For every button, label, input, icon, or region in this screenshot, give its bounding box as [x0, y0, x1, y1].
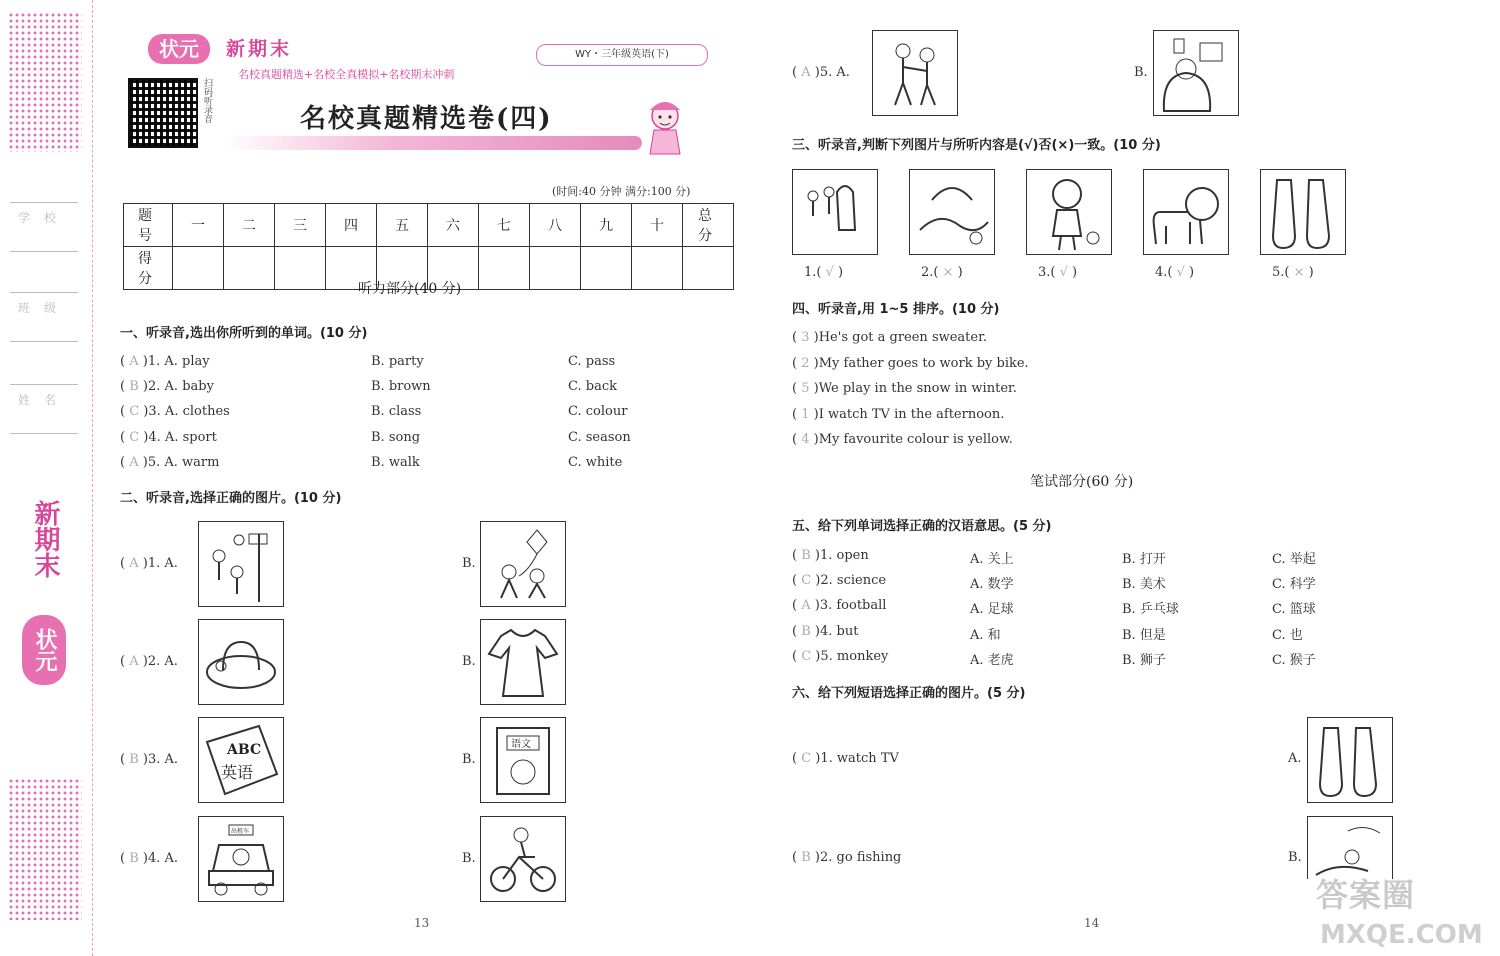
qr-code-icon[interactable] — [128, 78, 198, 148]
s2-row: ( B )3. A. — [120, 752, 179, 767]
class-field[interactable] — [10, 292, 78, 342]
s5-row: ( B )4. but — [792, 624, 859, 639]
phrase: 1. watch TV — [820, 751, 899, 766]
item-number: 1. — [804, 265, 817, 280]
answer: 3 — [801, 330, 810, 345]
answer: 4 — [801, 432, 810, 447]
mark: √ — [1059, 265, 1068, 280]
score-header: 一 — [173, 204, 224, 247]
mark: √ — [1176, 265, 1185, 280]
s6-shoes-picture[interactable] — [1307, 717, 1393, 803]
option-c: C. 猴子 — [1272, 653, 1316, 668]
s1-row: ( A )1. A. play — [120, 354, 210, 369]
name-field[interactable] — [10, 384, 78, 434]
option-c: C. colour — [568, 404, 628, 419]
option-b-label: B. — [462, 654, 476, 669]
score-cell[interactable] — [632, 247, 683, 290]
option-a: 3. A. clothes — [148, 404, 230, 419]
option-b-label: B. — [462, 556, 476, 571]
score-header: 九 — [581, 204, 632, 247]
s4-row: ( 5 )We play in the snow in winter. — [792, 381, 1017, 396]
score-table — [123, 203, 734, 290]
option-b-label: B. — [462, 752, 476, 767]
answer: 2 — [801, 356, 810, 371]
s3-answer: 1.( √ ) — [804, 265, 844, 280]
section-5-title: 五、给下列单词选择正确的汉语意思。(5 分) — [792, 519, 1052, 534]
watermark-url: MXQE.COM — [1320, 920, 1483, 950]
score-header: 七 — [479, 204, 530, 247]
mark: × — [942, 265, 954, 280]
s3-answer: 4.( √ ) — [1155, 265, 1195, 280]
option-b: B. 乒乓球 — [1122, 602, 1179, 617]
class-label: 班级 — [17, 301, 70, 315]
computer-picture[interactable] — [1153, 30, 1239, 116]
sentence: I watch TV in the afternoon. — [818, 407, 1005, 422]
s3-picture-2[interactable] — [909, 169, 995, 255]
s3-picture-1[interactable] — [792, 169, 878, 255]
s2-row: ( B )4. A. — [120, 851, 179, 866]
answer: C — [129, 430, 140, 445]
option-c: C. 科学 — [1272, 577, 1316, 592]
score-cell[interactable] — [275, 247, 326, 290]
mascot-icon — [642, 96, 688, 156]
answer: B — [129, 752, 139, 767]
score-cell[interactable] — [530, 247, 581, 290]
s2-row: ( A )1. A. — [120, 556, 178, 571]
word: 3. football — [819, 598, 887, 613]
option-b: B. song — [371, 430, 421, 445]
s1-row: ( C )3. A. clothes — [120, 404, 230, 419]
s4-row: ( 1 )I watch TV in the afternoon. — [792, 407, 1005, 422]
section-1-title: 一、听录音,选出你所听到的单词。(10 分) — [120, 326, 368, 341]
bike-picture[interactable] — [480, 816, 566, 902]
score-header: 二 — [224, 204, 275, 247]
school-label: 学校 — [17, 211, 70, 225]
s6-row: ( C )1. watch TV — [792, 751, 899, 766]
exam-meta: (时间:40 分钟 满分:100 分) — [552, 185, 691, 198]
answer: B — [801, 624, 811, 639]
option-b: B. 狮子 — [1122, 653, 1166, 668]
binding-line — [92, 0, 93, 956]
option-a: 3. A. — [148, 752, 179, 767]
name-label: 姓名 — [17, 393, 70, 407]
item-number: 2. — [921, 265, 934, 280]
s6-option-label: A. — [1288, 751, 1302, 766]
option-c: C. white — [568, 455, 623, 470]
option-a: A. 老虎 — [970, 653, 1014, 668]
score-cell[interactable] — [479, 247, 530, 290]
mark: √ — [825, 265, 834, 280]
option-a: 5. A. warm — [147, 455, 220, 470]
score-header: 六 — [428, 204, 479, 247]
tagline: 名校真题精选+名校全真模拟+名校期末冲刺 — [238, 68, 455, 81]
s3-answer: 5.( × ) — [1272, 265, 1314, 280]
s5-row: ( C )2. science — [792, 573, 887, 588]
kite-picture[interactable] — [480, 521, 566, 607]
option-a: A. 数学 — [970, 577, 1014, 592]
sentence: He's got a green sweater. — [818, 330, 988, 345]
word: 4. but — [820, 624, 859, 639]
option-c: C. 举起 — [1272, 552, 1316, 567]
score-cell[interactable] — [581, 247, 632, 290]
answer: C — [801, 573, 812, 588]
shoes-picture[interactable] — [1260, 169, 1346, 255]
s1-row: ( B )2. A. baby — [120, 379, 214, 394]
option-a: A. 和 — [970, 628, 1001, 643]
section-4-title: 四、听录音,用 1~5 排序。(10 分) — [792, 302, 1000, 317]
grade-label: WY・三年级英语(下) — [536, 44, 708, 66]
s5-row: ( C )5. monkey — [792, 649, 889, 664]
watermark-logo: 答案圈 — [1316, 876, 1416, 914]
score-cell[interactable] — [683, 247, 734, 290]
option-a: 2. A. — [147, 654, 178, 669]
item-number: 5. — [1272, 265, 1285, 280]
option-b: B. 美术 — [1122, 577, 1166, 592]
taxi-sign-text: 出租车 — [231, 828, 250, 835]
school-field[interactable] — [10, 202, 78, 252]
option-a: 1. A. play — [147, 354, 210, 369]
s4-row: ( 3 )He's got a green sweater. — [792, 330, 988, 345]
side-brand: 新期末 — [30, 500, 60, 578]
lion-picture[interactable] — [1143, 169, 1229, 255]
english-book-picture[interactable] — [198, 717, 284, 803]
mark: × — [1293, 265, 1305, 280]
answer: A — [801, 598, 811, 613]
option-b: B. 打开 — [1122, 552, 1166, 567]
book-chinese-text: 语文 — [511, 739, 531, 750]
score-cell[interactable] — [224, 247, 275, 290]
word: 5. monkey — [820, 649, 889, 664]
dot-pattern-bottom — [8, 778, 82, 920]
brand-name: 新期末 — [226, 38, 293, 60]
option-b: B. 但是 — [1122, 628, 1166, 643]
dancing-picture[interactable] — [872, 30, 958, 116]
chinese-book-picture[interactable] — [480, 717, 566, 803]
option-b: B. class — [371, 404, 422, 419]
answer: A — [129, 455, 139, 470]
option-c: C. 篮球 — [1272, 602, 1316, 617]
s5-row: ( B )1. open — [792, 548, 869, 563]
s3-answer: 3.( √ ) — [1038, 265, 1078, 280]
s1-row: ( A )5. A. warm — [120, 455, 220, 470]
title-decoration — [222, 136, 642, 150]
sentence: My favourite colour is yellow. — [818, 432, 1013, 447]
qr-note: 扫码听录音 — [202, 78, 212, 123]
score-header: 八 — [530, 204, 581, 247]
taxi-picture[interactable] — [198, 816, 284, 902]
score-header: 十 — [632, 204, 683, 247]
option-c: C. season — [568, 430, 631, 445]
dress-picture[interactable] — [480, 619, 566, 705]
item-number: 3. — [1038, 265, 1051, 280]
score-header: 题 号 — [124, 204, 173, 247]
option-a: A. 足球 — [970, 602, 1014, 617]
option-a: 5. A. — [819, 65, 850, 80]
answer: A — [801, 65, 811, 80]
score-header: 四 — [326, 204, 377, 247]
answer: C — [801, 751, 812, 766]
answer: 5 — [801, 381, 810, 396]
basketball-picture[interactable] — [198, 521, 284, 607]
page-number-left: 13 — [414, 916, 430, 930]
score-header: 总 分 — [683, 204, 734, 247]
answer: C — [801, 649, 812, 664]
phrase: 2. go fishing — [820, 850, 902, 865]
score-cell[interactable] — [173, 247, 224, 290]
listening-title: 听力部分(40 分) — [358, 281, 462, 297]
answer: C — [129, 404, 140, 419]
book-abc-text: ABC — [227, 742, 262, 758]
option-a: 4. A. — [148, 851, 179, 866]
s4-row: ( 4 )My favourite colour is yellow. — [792, 432, 1013, 447]
answer: B — [801, 850, 811, 865]
word: 1. open — [820, 548, 869, 563]
answer: 1 — [801, 407, 810, 422]
option-b-label: B. — [1134, 65, 1148, 80]
s6-option-label: B. — [1288, 850, 1302, 865]
score-header: 三 — [275, 204, 326, 247]
s2-row: ( A )2. A. — [120, 654, 178, 669]
hat-picture[interactable] — [198, 619, 284, 705]
s3-answer: 2.( × ) — [921, 265, 963, 280]
sentence: We play in the snow in winter. — [818, 381, 1017, 396]
logo-badge: 状元 — [148, 34, 210, 64]
option-b-label: B. — [462, 851, 476, 866]
option-b: B. walk — [371, 455, 420, 470]
option-b: B. brown — [371, 379, 431, 394]
section-3-title: 三、听录音,判断下列图片与所听内容是(√)否(×)一致。(10 分) — [792, 138, 1161, 153]
book-english-text: 英语 — [221, 763, 254, 782]
s6-row: ( B )2. go fishing — [792, 850, 902, 865]
answer: B — [129, 379, 139, 394]
dot-pattern-top — [8, 12, 82, 152]
answer: A — [129, 354, 139, 369]
answer: A — [129, 556, 139, 571]
answer: B — [801, 548, 811, 563]
section-6-title: 六、给下列短语选择正确的图片。(5 分) — [792, 686, 1026, 701]
option-a: 4. A. sport — [148, 430, 217, 445]
sentence: My father goes to work by bike. — [818, 356, 1029, 371]
s1-row: ( C )4. A. sport — [120, 430, 217, 445]
option-c: C. back — [568, 379, 617, 394]
option-a: A. 关上 — [970, 552, 1014, 567]
answer: A — [129, 654, 139, 669]
option-a: 2. A. baby — [148, 379, 214, 394]
option-c: C. 也 — [1272, 628, 1303, 643]
word: 2. science — [820, 573, 887, 588]
option-b: B. party — [371, 354, 424, 369]
exam-title: 名校真题精选卷(四) — [300, 104, 553, 134]
s5-row: ( A )3. football — [792, 598, 887, 613]
side-badge: 状元 — [22, 615, 66, 685]
item-number: 4. — [1155, 265, 1168, 280]
page-number-right: 14 — [1084, 916, 1100, 930]
section-2-title: 二、听录音,选择正确的图片。(10 分) — [120, 491, 342, 506]
score-header: 五 — [377, 204, 428, 247]
answer: B — [129, 851, 139, 866]
written-title: 笔试部分(60 分) — [1030, 474, 1134, 490]
s3-picture-3[interactable] — [1026, 169, 1112, 255]
s4-row: ( 2 )My father goes to work by bike. — [792, 356, 1029, 371]
score-label: 得 分 — [124, 247, 173, 290]
option-a: 1. A. — [147, 556, 178, 571]
s2-row: ( A )5. A. — [792, 65, 850, 80]
option-c: C. pass — [568, 354, 616, 369]
